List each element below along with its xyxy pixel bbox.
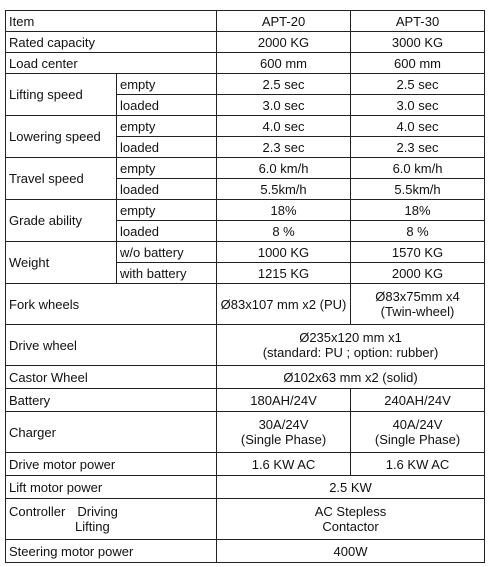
lift-motor-power-label: Lift motor power: [6, 476, 217, 499]
lowering-speed-empty-label: empty: [117, 116, 217, 137]
row-load-center: [6, 53, 485, 74]
lifting-speed-empty-v1: 2.5 sec: [217, 74, 351, 95]
lifting-speed-empty-label: empty: [117, 74, 217, 95]
header-item: Item: [6, 11, 217, 32]
row-grade-ability-empty: [6, 200, 485, 221]
header-row: [6, 11, 485, 32]
travel-speed-empty-v1: 6.0 km/h: [217, 158, 351, 179]
lifting-speed-loaded-label: loaded: [117, 95, 217, 116]
row-steering-motor-power: [6, 540, 485, 563]
row-controller: [6, 499, 485, 540]
row-lifting-speed-empty: [6, 74, 485, 95]
controller-label-line-1: [9, 504, 213, 519]
header-model-1: APT-20: [217, 11, 351, 32]
row-lowering-speed-empty: [6, 116, 485, 137]
rated-capacity-v1: 2000 KG: [217, 32, 351, 53]
rated-capacity-v2: 3000 KG: [351, 32, 485, 53]
grade-ability-label: Grade ability: [6, 200, 117, 242]
row-castor-wheel: [6, 366, 485, 389]
fork-wheels-v1: Ø83x107 mm x2 (PU): [217, 284, 351, 325]
spec-table: [5, 10, 485, 563]
row-travel-speed-empty: [6, 158, 485, 179]
lowering-speed-empty-v2: 4.0 sec: [351, 116, 485, 137]
steering-motor-power-value: 400W: [217, 540, 485, 563]
row-drive-wheel: [6, 325, 485, 366]
weight-label: Weight: [6, 242, 117, 284]
travel-speed-loaded-v1: 5.5km/h: [217, 179, 351, 200]
controller-label-cell: [6, 499, 217, 540]
battery-label: Battery: [6, 389, 217, 412]
castor-wheel-label: Castor Wheel: [6, 366, 217, 389]
spec-table-container: [5, 10, 484, 563]
load-center-label: Load center: [6, 53, 217, 74]
charger-v1: 30A/24V (Single Phase): [217, 412, 351, 453]
grade-ability-loaded-v2: 8 %: [351, 221, 485, 242]
lifting-speed-label: Lifting speed: [6, 74, 117, 116]
steering-motor-power-label: Steering motor power: [6, 540, 217, 563]
controller-driving-label: Driving: [77, 504, 118, 519]
lifting-speed-empty-v2: 2.5 sec: [351, 74, 485, 95]
weight-with-battery-v2: 2000 KG: [351, 263, 485, 284]
lowering-speed-loaded-v2: 2.3 sec: [351, 137, 485, 158]
fork-wheels-v2: Ø83x75mm x4 (Twin-wheel): [351, 284, 485, 325]
lifting-speed-loaded-v1: 3.0 sec: [217, 95, 351, 116]
lowering-speed-empty-v1: 4.0 sec: [217, 116, 351, 137]
charger-v2: 40A/24V (Single Phase): [351, 412, 485, 453]
charger-label: Charger: [6, 412, 217, 453]
weight-with-battery-v1: 1215 KG: [217, 263, 351, 284]
load-center-v2: 600 mm: [351, 53, 485, 74]
load-center-v1: 600 mm: [217, 53, 351, 74]
row-charger: [6, 412, 485, 453]
controller-label: Controller: [9, 504, 66, 519]
row-fork-wheels: [6, 284, 485, 325]
travel-speed-loaded-label: loaded: [117, 179, 217, 200]
lift-motor-power-value: 2.5 KW: [217, 476, 485, 499]
fork-wheels-label: Fork wheels: [6, 284, 217, 325]
row-drive-motor-power: [6, 453, 485, 476]
controller-lifting-label: Lifting: [75, 519, 110, 534]
lowering-speed-loaded-v1: 2.3 sec: [217, 137, 351, 158]
grade-ability-empty-label: empty: [117, 200, 217, 221]
lowering-speed-loaded-label: loaded: [117, 137, 217, 158]
castor-wheel-value: Ø102x63 mm x2 (solid): [217, 366, 485, 389]
drive-wheel-value: Ø235x120 mm x1 (standard: PU ; option: rubber): [217, 325, 485, 366]
row-rated-capacity: [6, 32, 485, 53]
battery-v1: 180AH/24V: [217, 389, 351, 412]
controller-value: AC Stepless Contactor: [217, 499, 485, 540]
drive-motor-power-v1: 1.6 KW AC: [217, 453, 351, 476]
drive-motor-power-v2: 1.6 KW AC: [351, 453, 485, 476]
row-weight-wo-battery: [6, 242, 485, 263]
travel-speed-loaded-v2: 5.5km/h: [351, 179, 485, 200]
drive-motor-power-label: Drive motor power: [6, 453, 217, 476]
battery-v2: 240AH/24V: [351, 389, 485, 412]
row-battery: [6, 389, 485, 412]
grade-ability-empty-v1: 18%: [217, 200, 351, 221]
weight-with-battery-label: with battery: [117, 263, 217, 284]
header-model-2: APT-30: [351, 11, 485, 32]
lowering-speed-label: Lowering speed: [6, 116, 117, 158]
rated-capacity-label: Rated capacity: [6, 32, 217, 53]
weight-wo-battery-label: w/o battery: [117, 242, 217, 263]
travel-speed-label: Travel speed: [6, 158, 117, 200]
grade-ability-empty-v2: 18%: [351, 200, 485, 221]
drive-wheel-label: Drive wheel: [6, 325, 217, 366]
travel-speed-empty-label: empty: [117, 158, 217, 179]
weight-wo-battery-v2: 1570 KG: [351, 242, 485, 263]
weight-wo-battery-v1: 1000 KG: [217, 242, 351, 263]
grade-ability-loaded-label: loaded: [117, 221, 217, 242]
travel-speed-empty-v2: 6.0 km/h: [351, 158, 485, 179]
grade-ability-loaded-v1: 8 %: [217, 221, 351, 242]
lifting-speed-loaded-v2: 3.0 sec: [351, 95, 485, 116]
row-lift-motor-power: [6, 476, 485, 499]
